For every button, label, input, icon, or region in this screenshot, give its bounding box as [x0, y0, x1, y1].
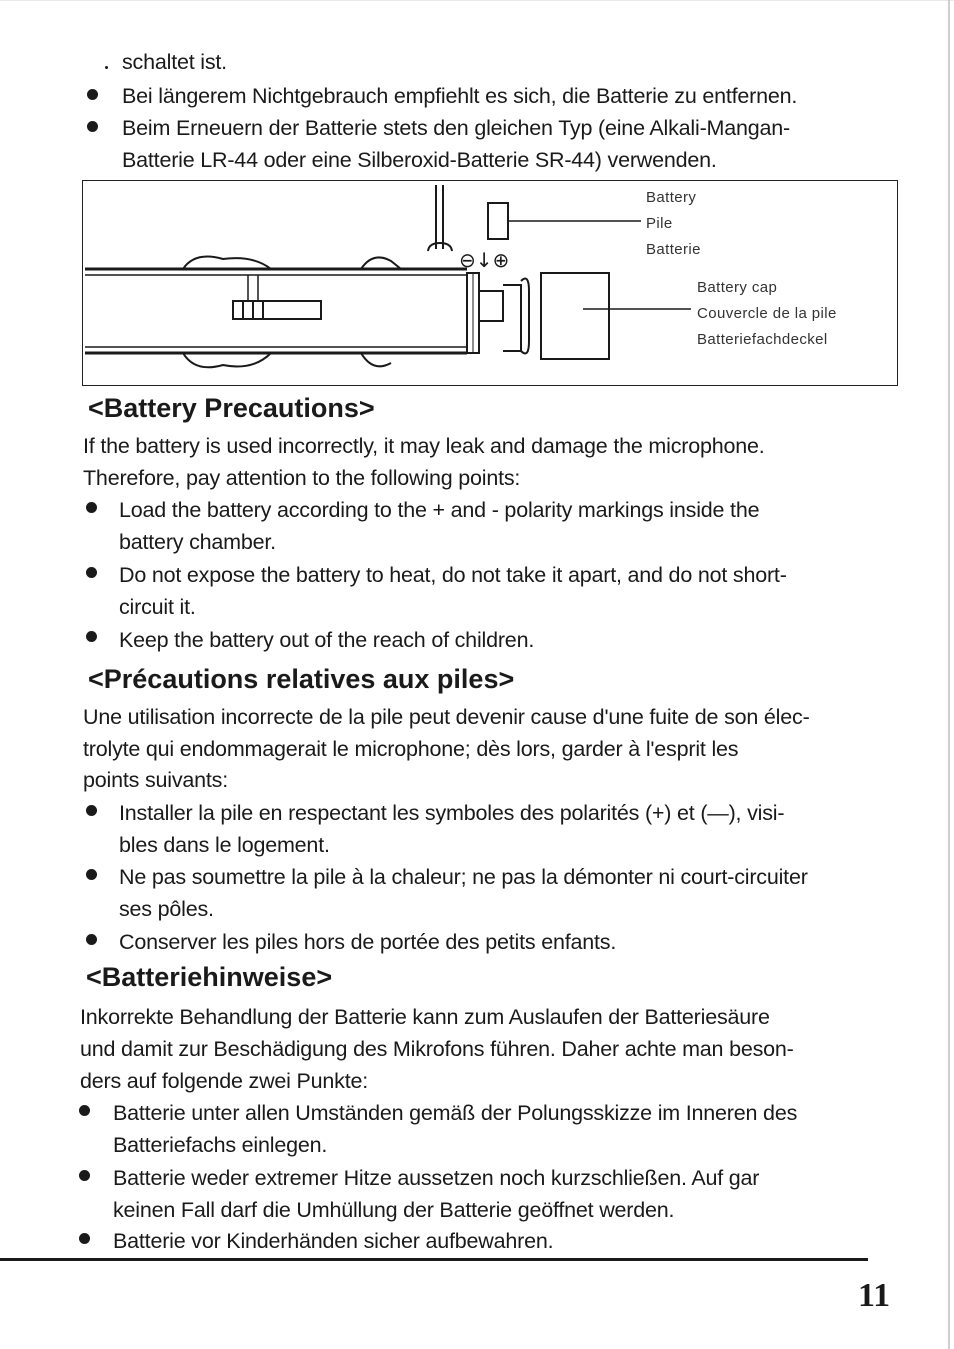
german-heading: <Batteriehinweise>	[86, 962, 333, 992]
intro-continuation: schaltet ist.	[122, 50, 227, 74]
english-bullet-1-line-2: battery chamber.	[119, 530, 276, 554]
intro-bullet-2-line-1: Beim Erneuern der Batterie stets den gleichen Typ (eine Alkali-Mangan-	[122, 116, 791, 140]
bullet-icon	[86, 567, 97, 578]
cap-label-en: Battery cap	[697, 279, 778, 296]
german-bullet-1-line-2: Batteriefachs einlegen.	[113, 1133, 328, 1157]
cap-label-fr: Couvercle de la pile	[697, 305, 837, 322]
bullet-icon	[86, 502, 97, 513]
page-number: 11	[858, 1277, 891, 1314]
french-bullet-2-line-2: ses pôles.	[119, 897, 214, 921]
page-edge-top	[0, 0, 954, 1]
english-bullet-2-line-2: circuit it.	[119, 595, 196, 619]
english-para-line-1: If the battery is used incorrectly, it may leak and damage the microphone.	[83, 434, 765, 458]
french-bullet-2-line-1: Ne pas soumettre la pile à la chaleur; ne pas la démonter ni court-circuiter	[119, 865, 808, 889]
german-bullet-1-line-1: Batterie unter allen Umständen gemäß der Polungsskizze im Inneren des	[113, 1101, 798, 1125]
footer-rule	[0, 1258, 868, 1261]
cap-label-de: Batteriefachdeckel	[697, 331, 828, 348]
intro-bullet-1: Bei längerem Nichtgebrauch empfiehlt es sich, die Batterie zu entfernen.	[122, 84, 798, 108]
bullet-icon	[86, 631, 97, 642]
english-bullet-3: Keep the battery out of the reach of children.	[119, 628, 535, 652]
english-bullet-1-line-1: Load the battery according to the + and - polarity markings inside the	[119, 498, 760, 522]
battery-label-de: Batterie	[646, 241, 701, 258]
german-para-line-2: und damit zur Beschädigung des Mikrofons führen. Daher achte man beson-	[80, 1037, 794, 1061]
french-bullet-1-line-2: bles dans le logement.	[119, 833, 330, 857]
french-para-line-1: Une utilisation incorrecte de la pile peut devenir cause d'une fuite de son élec-	[83, 705, 810, 729]
english-para-line-2: Therefore, pay attention to the following points:	[83, 466, 521, 490]
french-bullet-1-line-1: Installer la pile en respectant les symboles des polarités (+) et (—), visi-	[119, 801, 785, 825]
intro-bullet-2-line-2: Batterie LR-44 oder eine Silberoxid-Batterie SR-44) verwenden.	[122, 148, 717, 172]
french-bullet-3: Conserver les piles hors de portée des petits enfants.	[119, 930, 617, 954]
battery-label-en: Battery	[646, 189, 697, 206]
german-bullet-2-line-1: Batterie weder extremer Hitze aussetzen noch kurzschließen. Auf gar	[113, 1166, 760, 1190]
battery-label-fr: Pile	[646, 215, 673, 232]
continuation-dot	[105, 66, 108, 69]
bullet-icon	[79, 1233, 90, 1244]
bullet-icon	[79, 1170, 90, 1181]
battery-diagram	[82, 180, 898, 386]
french-heading: <Précautions relatives aux piles>	[88, 664, 515, 694]
english-heading: <Battery Precautions>	[88, 393, 375, 423]
bullet-icon	[86, 934, 97, 945]
french-para-line-3: points suivants:	[83, 768, 228, 792]
bullet-icon	[86, 869, 97, 880]
bullet-icon	[86, 805, 97, 816]
german-para-line-1: Inkorrekte Behandlung der Batterie kann zum Auslaufen der Batteriesäure	[80, 1005, 770, 1029]
bullet-icon	[87, 121, 98, 132]
german-bullet-2-line-2: keinen Fall darf die Umhüllung der Batterie geöffnet werden.	[113, 1198, 675, 1222]
polarity-symbols: ⊖↓⊕	[459, 248, 510, 272]
german-para-line-3: ders auf folgende zwei Punkte:	[80, 1069, 369, 1093]
bullet-icon	[87, 89, 98, 100]
english-bullet-2-line-1: Do not expose the battery to heat, do not take it apart, and do not short-	[119, 563, 787, 587]
page-edge-right	[948, 0, 950, 1349]
french-para-line-2: trolyte qui endommagerait le microphone; dès lors, garder à l'esprit les	[83, 737, 739, 761]
bullet-icon	[79, 1105, 90, 1116]
german-bullet-3: Batterie vor Kinderhänden sicher aufbewahren.	[113, 1229, 554, 1253]
